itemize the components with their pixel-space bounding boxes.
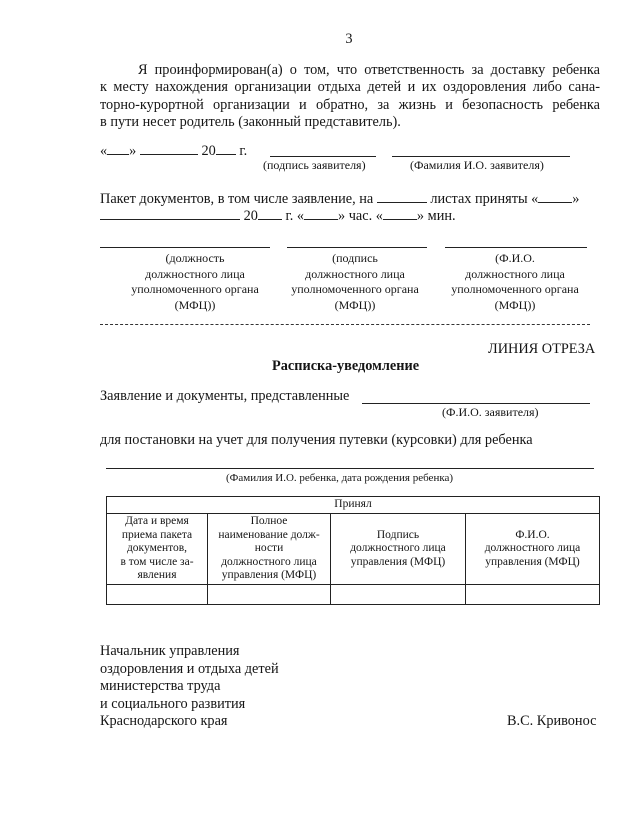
day-blank[interactable]	[107, 141, 129, 155]
table-cell-name[interactable]	[466, 584, 600, 604]
year-prefix: 20	[201, 143, 216, 159]
minute-blank[interactable]	[383, 206, 417, 220]
package-text-3: »	[572, 191, 580, 207]
year-suffix: г.	[239, 143, 248, 159]
package-text-6: » мин.	[416, 208, 456, 224]
submitted-text: Заявление и документы, представленные	[100, 388, 350, 404]
official-name-line[interactable]	[445, 247, 587, 248]
table-column-date: Дата и время приема пакета документов, в том числе за- явления	[107, 514, 208, 585]
signatory-name: В.С. Кривонос	[507, 713, 597, 729]
official-signature-line[interactable]	[287, 247, 427, 248]
submitted-caption: (Ф.И.О. заявителя)	[442, 405, 539, 419]
month-blank[interactable]	[100, 206, 240, 220]
table-header: Принял	[107, 497, 600, 514]
applicant-signature-line[interactable]	[270, 156, 376, 157]
month-blank[interactable]	[140, 141, 198, 155]
official-position-caption: (должность должностного лица уполномоченного органа (МФЦ))	[131, 251, 259, 312]
table-column-position: Полное наименование долж- ности должностного лица управления (МФЦ)	[208, 514, 331, 585]
official-name-caption: (Ф.И.О. должностного лица уполномоченного органа (МФЦ))	[451, 251, 579, 312]
applicant-signature-caption: (подпись заявителя)	[263, 158, 366, 172]
package-year-prefix: 20	[243, 208, 258, 224]
date-close-quote: »	[129, 143, 137, 159]
intro-paragraph	[100, 62, 600, 132]
page-number: 3	[345, 31, 353, 47]
cut-line-label: ЛИНИЯ ОТРЕЗА	[488, 341, 596, 357]
hour-blank[interactable]	[304, 206, 338, 220]
child-info-caption: (Фамилия И.О. ребенка, дата рождения ребенка)	[226, 472, 454, 484]
package-text-2: листах приняты «	[430, 191, 539, 207]
purpose-text: для постановки на учет для получения путевки (курсовки) для ребенка	[100, 432, 533, 448]
package-text-4: г. «	[285, 208, 305, 224]
table-cell-signature[interactable]	[331, 584, 466, 604]
intro-line: в пути несет родитель (законный представитель).	[100, 114, 401, 131]
table-cell-date[interactable]	[107, 584, 208, 604]
package-text-1: Пакет документов, в том числе заявление, на	[100, 191, 374, 207]
intro-line: Я проинформирован(а) о том, что ответственность за доставку ребенка	[138, 62, 600, 78]
official-signature-caption: (подпись должностного лица уполномоченного органа (МФЦ))	[291, 251, 419, 312]
table-cell-position[interactable]	[208, 584, 331, 604]
applicant-name-caption: (Фамилия И.О. заявителя)	[410, 158, 544, 172]
table-column-signature: Подпись должностного лица управления (МФЦ)	[331, 514, 466, 585]
day-blank[interactable]	[538, 189, 572, 203]
applicant-name-line[interactable]	[392, 156, 570, 157]
intro-line: торно-курортной организации и обратно, за жизнь и безопасность ребенка	[100, 96, 600, 113]
package-line-2	[100, 206, 456, 225]
date-line	[100, 141, 247, 160]
year-blank[interactable]	[216, 141, 236, 155]
submitted-by-line[interactable]	[362, 403, 590, 404]
receipt-table	[106, 496, 600, 605]
child-info-line[interactable]	[106, 468, 594, 469]
table-column-name: Ф.И.О. должностного лица управления (МФЦ)	[466, 514, 600, 585]
date-open-quote: «	[100, 143, 108, 159]
sheets-count-blank[interactable]	[377, 189, 427, 203]
receipt-title: Расписка-уведомление	[272, 358, 420, 374]
year-blank[interactable]	[258, 206, 282, 220]
official-position-line[interactable]	[100, 247, 270, 248]
signatory-title: Начальник управления оздоровления и отдыха детей министерства труда и социального развития Краснодарского края	[100, 643, 279, 730]
cut-dashed-line	[100, 324, 590, 325]
intro-line: к месту нахождения организации отдыха детей и их оздоровления либо сана-	[100, 79, 600, 96]
package-text-5: » час. «	[338, 208, 383, 224]
